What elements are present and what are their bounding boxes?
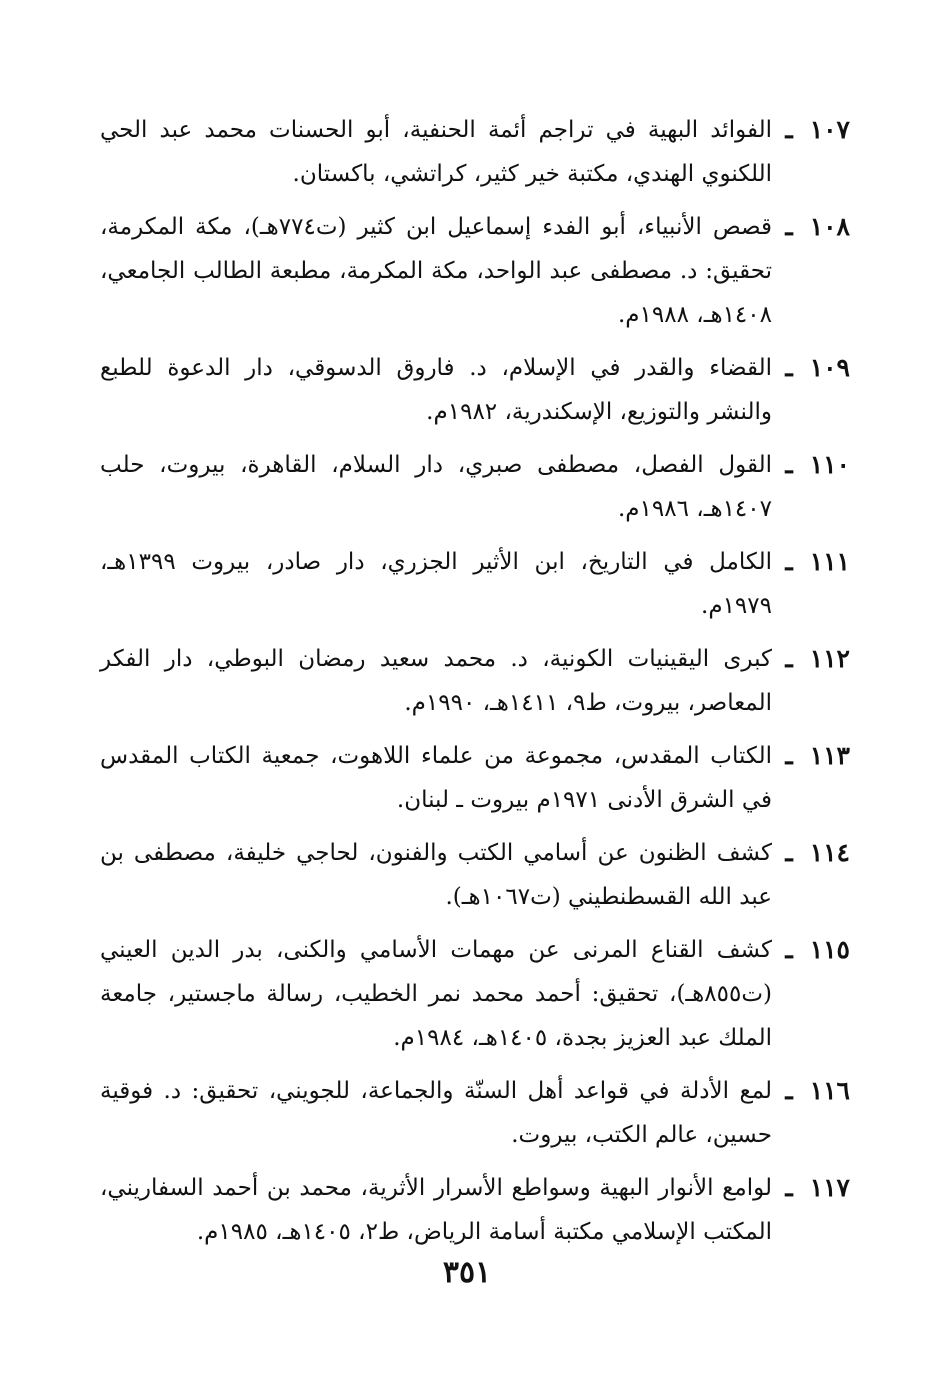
entry-dash: ـ [785, 741, 793, 770]
entry-number: ١٠٧ [809, 115, 850, 144]
entry-dash: ـ [785, 644, 793, 673]
entry-number: ١١٠ [809, 450, 850, 479]
entry-text: كشف القناع المرنى عن مهمات الأسامي والكنى، بدر الدين العيني (ت٨٥٥هـ)، تحقيق: أحمد محمد نمر الخطيب، رسالة ماجستير، جامعة الملك عبد العزيز بجدة، ١٤٠٥هـ، ١٩٨٤م. [100, 937, 772, 1051]
entry-marker [772, 346, 850, 390]
entry-dash: ـ [785, 115, 793, 144]
entry-number: ١١٥ [809, 935, 850, 964]
bibliography-entry [100, 108, 850, 196]
entry-number: ١١٢ [809, 644, 850, 673]
entry-marker [772, 1069, 850, 1113]
entry-text: القضاء والقدر في الإسلام، د. فاروق الدسوقي، دار الدعوة للطبع والنشر والتوزيع، الإسكندرية، ١٩٨٢م. [100, 355, 772, 425]
entry-dash: ـ [785, 838, 793, 867]
entry-text: لمع الأدلة في قواعد أهل السنّة والجماعة، للجويني، تحقيق: د. فوقية حسين، عالم الكتب، بيروت. [100, 1078, 772, 1148]
bibliography-entry [100, 831, 850, 919]
entry-marker [772, 443, 850, 487]
bibliography-entry [100, 1069, 850, 1157]
entry-dash: ـ [785, 353, 793, 382]
entry-text: كبرى اليقينيات الكونية، د. محمد سعيد رمضان البوطي، دار الفكر المعاصر، بيروت، ط٩، ١٤١١هـ، ١٩٩٠م. [100, 646, 772, 716]
bibliography-list [100, 108, 850, 1263]
entry-number: ١١٤ [809, 838, 850, 867]
entry-number: ١١١ [809, 547, 850, 576]
entry-number: ١١٣ [809, 741, 850, 770]
entry-text: لوامع الأنوار البهية وسواطع الأسرار الأثرية، محمد بن أحمد السفاريني، المكتب الإسلامي مكتبة أسامة الرياض، ط٢، ١٤٠٥هـ، ١٩٨٥م. [100, 1175, 772, 1245]
entry-number: ١١٦ [809, 1076, 850, 1105]
bibliography-entry [100, 637, 850, 725]
bibliography-entry [100, 443, 850, 531]
entry-marker [772, 734, 850, 778]
bibliography-entry [100, 734, 850, 822]
entry-marker [772, 831, 850, 875]
entry-dash: ـ [785, 935, 793, 964]
entry-number: ١٠٩ [809, 353, 850, 382]
bibliography-entry [100, 1166, 850, 1254]
entry-number: ١١٧ [809, 1173, 850, 1202]
entry-text: كشف الظنون عن أسامي الكتب والفنون، لحاجي خليفة، مصطفى بن عبد الله القسطنطيني (ت١٠٦٧هـ). [100, 840, 772, 910]
entry-marker [772, 108, 850, 152]
entry-text: القول الفصل، مصطفى صبري، دار السلام، القاهرة، بيروت، حلب ١٤٠٧هـ، ١٩٨٦م. [100, 452, 772, 522]
entry-number: ١٠٨ [809, 212, 850, 241]
page-number: ٣٥١ [442, 1255, 492, 1290]
bibliography-entry [100, 205, 850, 337]
entry-marker [772, 205, 850, 249]
entry-text: الكتاب المقدس، مجموعة من علماء اللاهوت، جمعية الكتاب المقدس في الشرق الأدنى ١٩٧١م بيروت ـ لبنان. [100, 743, 772, 813]
entry-marker [772, 540, 850, 584]
bibliography-entry [100, 928, 850, 1060]
entry-dash: ـ [785, 547, 793, 576]
entry-marker [772, 637, 850, 681]
entry-dash: ـ [785, 1076, 793, 1105]
entry-dash: ـ [785, 1173, 793, 1202]
entry-text: الفوائد البهية في تراجم أئمة الحنفية، أبو الحسنات محمد عبد الحي اللكنوي الهندي، مكتبة خير كثير، كراتشي، باكستان. [100, 117, 772, 187]
entry-marker [772, 928, 850, 972]
entry-dash: ـ [785, 212, 793, 241]
entry-marker [772, 1166, 850, 1210]
entry-text: قصص الأنبياء، أبو الفدء إسماعيل ابن كثير (ت٧٧٤هـ)، مكة المكرمة، تحقيق: د. مصطفى عبد الواحد، مكة المكرمة، مطبعة الطالب الجامعي، ١٤٠٨هـ، ١٩٨٨م. [100, 214, 772, 328]
entry-text: الكامل في التاريخ، ابن الأثير الجزري، دار صادر، بيروت ١٣٩٩هـ، ١٩٧٩م. [100, 549, 772, 619]
bibliography-entry [100, 540, 850, 628]
entry-dash: ـ [785, 450, 793, 479]
bibliography-entry [100, 346, 850, 434]
